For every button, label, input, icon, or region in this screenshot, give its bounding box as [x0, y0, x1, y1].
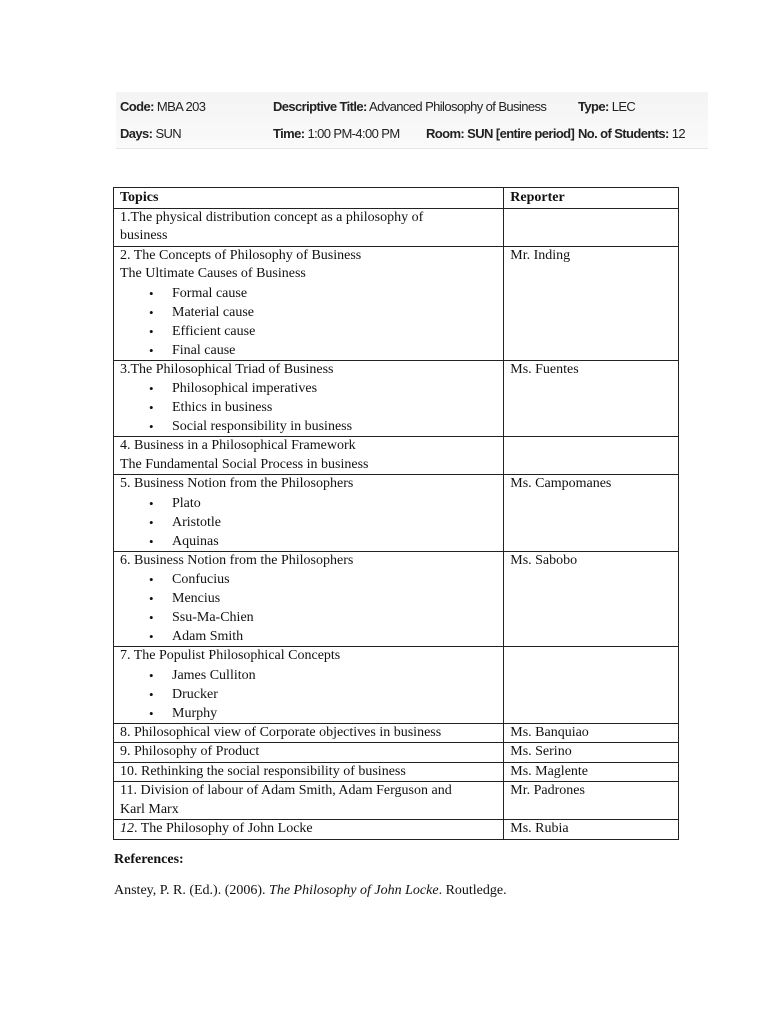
topic-cell — [114, 782, 504, 820]
reporter-cell: Ms. Fuentes — [504, 360, 679, 437]
topic-line: business — [120, 228, 168, 243]
subtopic-item: • Murphy — [172, 704, 497, 723]
subtopic-list — [120, 284, 497, 360]
course-time: Time: 1:00 PM-4:00 PM — [273, 126, 400, 141]
reference-entry: Anstey, P. R. (Ed.). (2006). The Philosophy of John Locke. Routledge. — [114, 883, 507, 898]
reference-title: The Philosophy of John Locke — [269, 883, 439, 898]
topic-cell — [114, 208, 504, 246]
table-row — [114, 723, 679, 743]
subtopic-item: • Confucius — [172, 570, 497, 589]
subtopic-list — [120, 494, 497, 551]
table-row — [114, 208, 679, 246]
subtopic-item: • James Culliton — [172, 666, 497, 685]
table-row — [114, 762, 679, 782]
subtopic-item: • Mencius — [172, 589, 497, 608]
course-type: Type: LEC — [578, 99, 636, 114]
table-row — [114, 360, 679, 437]
subtopic-item: • Adam Smith — [172, 627, 497, 646]
subtopic-list — [120, 570, 497, 646]
topic-cell — [114, 647, 504, 724]
reporter-cell: Ms. Sabobo — [504, 551, 679, 647]
subtopic-item: • Formal cause — [172, 284, 497, 303]
course-room: Room: SUN [entire period] — [426, 126, 575, 141]
topic-line: 9. Philosophy of Product — [120, 744, 260, 759]
table-row — [114, 820, 679, 840]
reporter-cell: Ms. Banquiao — [504, 723, 679, 743]
reporter-cell: Mr. Inding — [504, 246, 679, 360]
reporter-cell: Ms. Serino — [504, 743, 679, 763]
topic-cell — [114, 246, 504, 360]
topic-line: 8. Philosophical view of Corporate objectives in business — [120, 724, 442, 740]
course-code: Code: MBA 203 — [120, 99, 206, 114]
course-title: Descriptive Title: Advanced Philosophy of Business — [273, 99, 547, 114]
subtopic-list — [120, 666, 497, 723]
topic-line: The Ultimate Causes of Business — [120, 266, 306, 281]
table-row — [114, 551, 679, 647]
topic-line: 7. The Populist Philosophical Concepts — [120, 648, 341, 663]
topic-line: The Fundamental Social Process in business — [120, 456, 369, 472]
topic-cell — [114, 437, 504, 475]
table-row — [114, 437, 679, 475]
topics-column-header: Topics — [114, 188, 504, 209]
subtopic-item: • Ethics in business — [172, 398, 497, 417]
table-header-row — [114, 188, 679, 209]
topic-number: 12 — [120, 821, 134, 836]
subtopic-item: • Social responsibility in business — [172, 417, 497, 436]
reporter-cell: Ms. Campomanes — [504, 475, 679, 552]
topic-cell — [114, 360, 504, 437]
reporter-cell: Mr. Padrones — [504, 782, 679, 820]
topic-line: 4. Business in a Philosophical Framework — [120, 438, 356, 453]
subtopic-item: • Plato — [172, 494, 497, 513]
references-heading: References: — [114, 852, 184, 867]
subtopic-item: • Drucker — [172, 685, 497, 704]
topic-line: 11. Division of labour of Adam Smith, Adam Ferguson and — [120, 783, 452, 798]
reporter-cell: Ms. Rubia — [504, 820, 679, 840]
table-row — [114, 475, 679, 552]
subtopic-item: • Material cause — [172, 303, 497, 322]
table-row — [114, 647, 679, 724]
topic-line: 3.The Philosophical Triad of Business — [120, 361, 334, 377]
topic-line: 12. The Philosophy of John Locke — [120, 821, 313, 836]
subtopic-list — [120, 379, 497, 436]
reporter-cell — [504, 647, 679, 724]
topic-cell — [114, 743, 504, 763]
subtopic-item: • Final cause — [172, 341, 497, 360]
subtopic-item: • Philosophical imperatives — [172, 379, 497, 398]
topic-cell — [114, 723, 504, 743]
subtopic-item: • Ssu-Ma-Chien — [172, 608, 497, 627]
topic-line: 5. Business Notion from the Philosophers — [120, 476, 354, 491]
topic-line: 10. Rethinking the social responsibility of business — [120, 763, 406, 779]
topic-line: 6. Business Notion from the Philosophers — [120, 552, 354, 568]
topic-line: 1.The physical distribution concept as a philosophy of — [120, 209, 424, 225]
topic-cell — [114, 551, 504, 647]
course-students: No. of Students: 12 — [578, 126, 686, 141]
reporter-cell: Ms. Maglente — [504, 762, 679, 782]
reporter-cell — [504, 437, 679, 475]
course-days: Days: SUN — [120, 126, 182, 141]
subtopic-item: • Efficient cause — [172, 322, 497, 341]
table-row — [114, 782, 679, 820]
topic-cell — [114, 762, 504, 782]
subtopic-item: • Aquinas — [172, 532, 497, 551]
course-header — [116, 92, 708, 149]
table-row — [114, 246, 679, 360]
reporter-column-header: Reporter — [504, 188, 679, 209]
subtopic-item: • Aristotle — [172, 513, 497, 532]
topic-line: Karl Marx — [120, 801, 179, 817]
table-row — [114, 743, 679, 763]
topic-line: 2. The Concepts of Philosophy of Business — [120, 247, 362, 263]
topics-table — [113, 187, 679, 840]
topic-cell — [114, 820, 504, 840]
topic-cell — [114, 475, 504, 552]
reporter-cell — [504, 208, 679, 246]
